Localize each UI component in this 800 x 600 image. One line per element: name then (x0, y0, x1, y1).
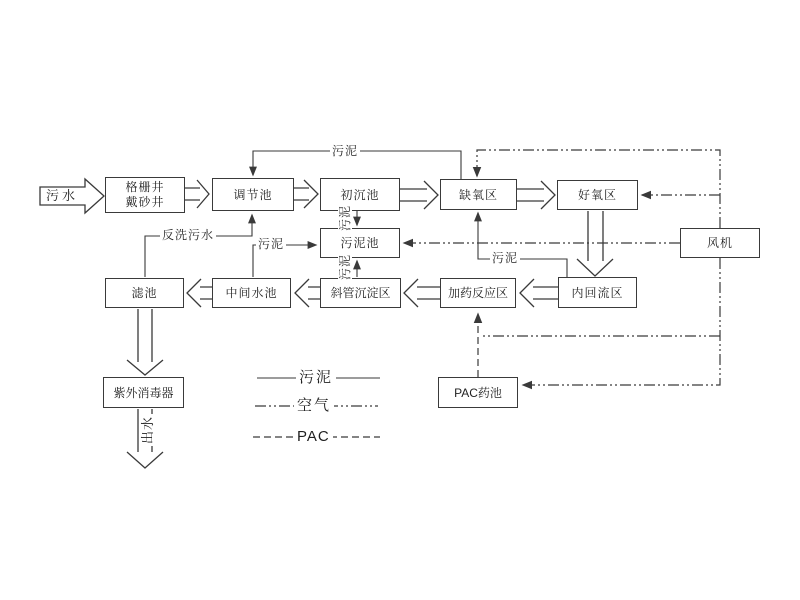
node-blower (680, 228, 760, 258)
node-pac-tank (438, 377, 518, 408)
primary-settling-label: 初沉池 (340, 187, 380, 202)
arrow-reflux-to-dosing (533, 287, 558, 299)
influent-label: 污水 (46, 188, 79, 203)
edge-label-sludge-inclined: 污泥 (338, 253, 353, 281)
intermediate-tank-label: 中间水池 (225, 286, 278, 300)
legend-label-sludge: 污泥 (296, 369, 336, 386)
arrow-oxic-to-reflux (588, 211, 603, 261)
edge-label-sludge-primary: 污泥 (338, 204, 353, 232)
node-uv-disinfector (103, 377, 184, 408)
effluent-label: 出水 (140, 415, 156, 445)
edge-sludge-reflux-to-anoxic (478, 213, 567, 277)
arrow-dosing-to-inclined (417, 287, 440, 299)
node-sludge-tank (320, 228, 400, 258)
node-equalization-tank (212, 178, 294, 211)
arrow-anoxic-to-oxic (517, 189, 544, 201)
legend-label-pac: PAC (294, 428, 333, 445)
arrow-primary-to-anoxic (400, 189, 427, 201)
node-filter-tank (105, 278, 184, 308)
edge-label-backwash: 反洗污水 (162, 228, 215, 242)
legend-label-air: 空气 (294, 397, 334, 414)
node-primary-settling-tank (320, 178, 400, 211)
arrow-equalization-to-primary (294, 188, 309, 200)
inclined-tube-settling-label: 斜管沉淀区 (330, 286, 391, 300)
dosing-reaction-label: 加药反应区 (447, 286, 508, 300)
edge-label-sludge-top: 污泥 (332, 144, 359, 158)
node-internal-reflux-zone (558, 277, 637, 308)
edge-backwash-filter-to-equalization (145, 215, 252, 277)
node-anoxic-zone (440, 179, 517, 210)
edge-label-sludge-mid: 污泥 (258, 237, 285, 251)
anoxic-label: 缺氧区 (458, 187, 498, 202)
node-oxic-zone (557, 180, 638, 210)
arrow-inclined-to-intermediate (308, 287, 320, 299)
uv-disinfector-label: 紫外消毒器 (113, 385, 174, 400)
arrow-grit-to-equalization (185, 188, 200, 200)
oxic-label: 好氧区 (577, 188, 617, 202)
sludge-tank-label: 污泥池 (340, 236, 380, 250)
node-intermediate-tank (212, 278, 291, 308)
equalization-label: 调节池 (233, 187, 273, 202)
node-dosing-reaction-zone (440, 278, 516, 308)
node-grit-well (105, 177, 185, 213)
blower-label: 风机 (706, 236, 733, 250)
hollow-flow-arrows (127, 180, 613, 468)
arrow-intermediate-to-filter (200, 287, 212, 299)
grit-well-line2: 戴砂井 (125, 195, 165, 209)
edge-label-sludge-reflux: 污泥 (492, 251, 519, 265)
arrow-filter-to-uv (138, 309, 152, 362)
internal-reflux-label: 内回流区 (571, 285, 624, 300)
grit-well-line1: 格栅井 (125, 180, 165, 194)
node-inclined-tube-settling-zone (320, 278, 401, 308)
pac-tank-label: PAC药池 (454, 385, 502, 400)
filter-label: 滤池 (131, 286, 158, 300)
